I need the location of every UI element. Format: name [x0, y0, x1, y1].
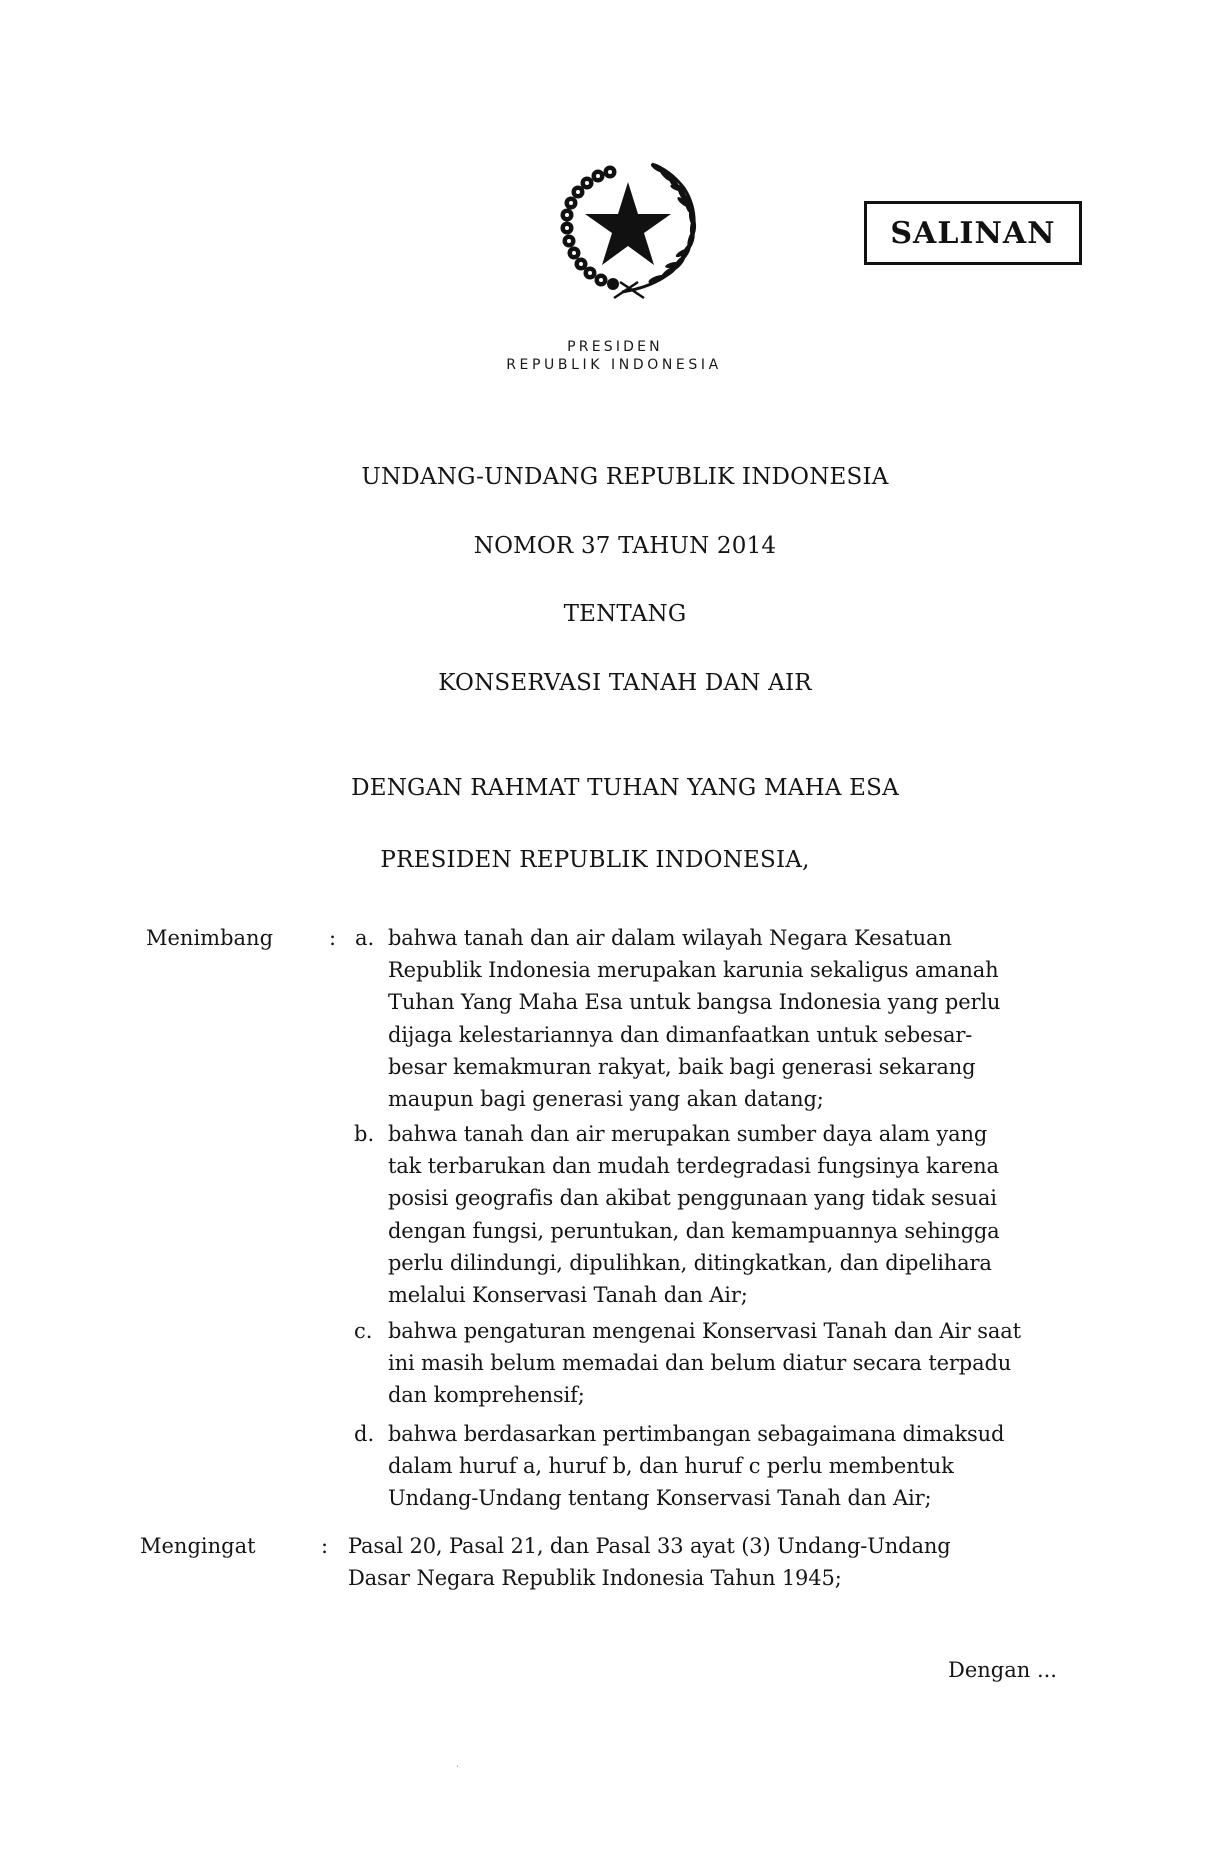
text-line: tak terbarukan dan mudah terdegradasi fungsinya karena	[388, 1154, 999, 1179]
authority: PRESIDEN REPUBLIK INDONESIA,	[380, 847, 810, 873]
mengingat-text	[348, 1530, 1090, 1594]
page-continuation: Dengan ...	[948, 1658, 1057, 1682]
menimbang-label: Menimbang	[146, 926, 274, 950]
menimbang-item-c	[388, 1315, 1090, 1412]
salinan-stamp: SALINAN	[864, 201, 1082, 265]
text-line: Pasal 20, Pasal 21, dan Pasal 33 ayat (3) Undang-Undang	[348, 1534, 951, 1558]
text-line: Tuhan Yang Maha Esa untuk bangsa Indonesia yang perlu	[388, 990, 1001, 1015]
mengingat-colon: :	[321, 1534, 329, 1558]
menimbang-item-d	[388, 1418, 1090, 1515]
law-subject: KONSERVASI TANAH DAN AIR	[438, 670, 812, 696]
item-marker-a: a.	[355, 926, 375, 950]
law-title: UNDANG-UNDANG REPUBLIK INDONESIA	[361, 464, 889, 490]
text-line: melalui Konservasi Tanah dan Air;	[388, 1283, 748, 1308]
item-marker-b: b.	[354, 1122, 375, 1146]
menimbang-colon: :	[329, 926, 337, 950]
text-line: dengan fungsi, peruntukan, dan kemampuannya sehingga	[388, 1218, 1000, 1243]
item-marker-c: c.	[354, 1319, 373, 1343]
text-line: bahwa tanah dan air merupakan sumber daya alam yang	[388, 1122, 988, 1146]
text-line: Republik Indonesia merupakan karunia sekaligus amanah	[388, 958, 999, 983]
scan-speck	[457, 1765, 458, 1767]
text-line: dalam huruf a, huruf b, dan huruf c perlu membentuk	[388, 1454, 954, 1479]
text-line: posisi geografis dan akibat penggunaan yang tidak sesuai	[388, 1186, 997, 1211]
text-line: Undang-Undang tentang Konservasi Tanah dan Air;	[388, 1486, 932, 1511]
text-line: ini masih belum memadai dan belum diatur secara terpadu	[388, 1351, 1012, 1376]
text-line: Dasar Negara Republik Indonesia Tahun 1945;	[348, 1566, 842, 1591]
text-line: maupun bagi generasi yang akan datang;	[388, 1087, 824, 1112]
menimbang-item-a	[388, 922, 1090, 1115]
menimbang-item-b	[388, 1118, 1090, 1311]
text-line: dijaga kelestariannya dan dimanfaatkan untuk sebesar-	[388, 1022, 973, 1047]
text-line: bahwa berdasarkan pertimbangan sebagaimana dimaksud	[388, 1422, 1005, 1446]
text-line: bahwa tanah dan air dalam wilayah Negara Kesatuan	[388, 926, 952, 950]
text-line: dan komprehensif;	[388, 1383, 585, 1408]
text-line: perlu dilindungi, dipulihkan, ditingkatkan, dan dipelihara	[388, 1250, 992, 1275]
item-marker-d: d.	[354, 1422, 375, 1446]
office-title-presiden: PRESIDEN	[567, 339, 663, 355]
text-line: bahwa pengaturan mengenai Konservasi Tanah dan Air saat	[388, 1319, 1021, 1343]
law-about: TENTANG	[563, 601, 687, 627]
presidential-seal-icon	[552, 158, 704, 304]
invocation: DENGAN RAHMAT TUHAN YANG MAHA ESA	[351, 775, 899, 801]
mengingat-label: Mengingat	[140, 1534, 256, 1558]
office-title-republik: REPUBLIK INDONESIA	[506, 357, 722, 373]
law-number: NOMOR 37 TAHUN 2014	[473, 533, 777, 559]
text-line: besar kemakmuran rakyat, baik bagi generasi sekarang	[388, 1054, 976, 1079]
